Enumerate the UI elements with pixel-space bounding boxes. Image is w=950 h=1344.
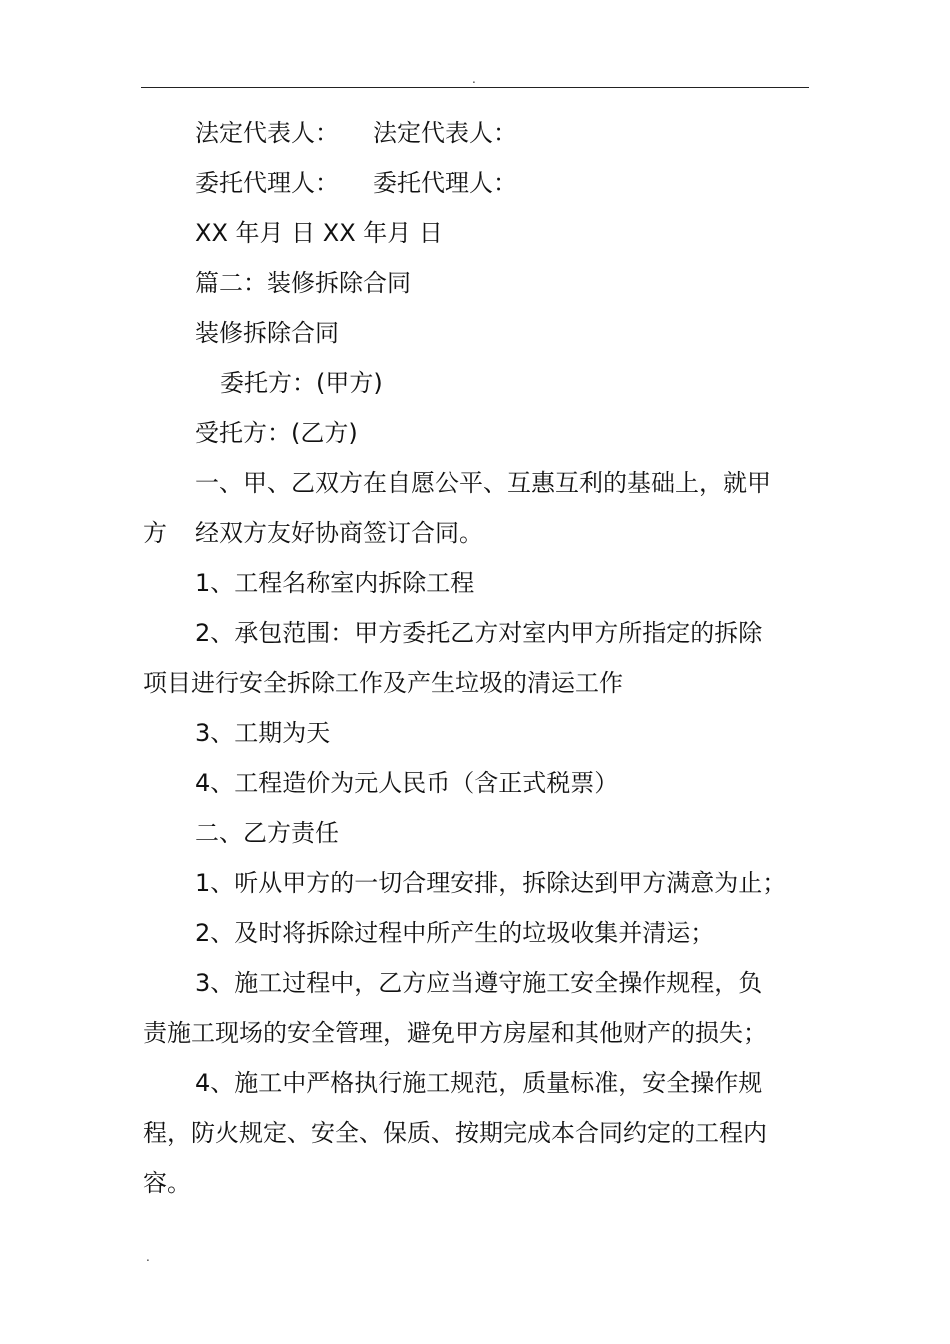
duty-4-cont: 程，防火规定、安全、保质、按期完成本合同约定的工程内	[143, 1119, 767, 1147]
paragraph-line-start: 方	[143, 519, 167, 547]
duty-2: 2、及时将拆除过程中所产生的垃圾收集并清运；	[195, 919, 715, 947]
party-b-line: 受托方：(乙方)	[195, 419, 358, 447]
signature-agent-b: 委托代理人：	[373, 169, 517, 197]
duty-1: 1、听从甲方的一切合理安排，拆除达到甲方满意为止；	[195, 869, 787, 897]
clause-scope-cont: 项目进行安全拆除工作及产生垃圾的清运工作	[143, 669, 623, 697]
header-rule	[141, 87, 809, 88]
clause-duration: 3、工期为天	[195, 719, 331, 747]
signature-dates: XX 年月 日 XX 年月 日	[195, 219, 443, 247]
header-dot: .	[472, 72, 476, 86]
signature-legal-rep-b: 法定代表人：	[373, 119, 517, 147]
clause-scope: 2、承包范围：甲方委托乙方对室内甲方所指定的拆除	[195, 619, 763, 647]
duty-4-end: 容。	[143, 1169, 191, 1197]
contract-title: 装修拆除合同	[195, 319, 339, 347]
party-a-line: 委托方：(甲方)	[220, 369, 383, 397]
signature-legal-rep-a: 法定代表人：	[195, 119, 339, 147]
paragraph-line: 经双方友好协商签订合同。	[195, 519, 483, 547]
clause-price: 4、工程造价为元人民币（含正式税票）	[195, 769, 619, 797]
duty-3-cont: 责施工现场的安全管理，避免甲方房屋和其他财产的损失；	[143, 1019, 767, 1047]
section-party-b-duties: 二、乙方责任	[195, 819, 339, 847]
signature-agent-a: 委托代理人：	[195, 169, 339, 197]
section-title: 篇二：装修拆除合同	[195, 269, 411, 297]
duty-3: 3、施工过程中，乙方应当遵守施工安全操作规程，负	[195, 969, 763, 997]
footer-dot: .	[146, 1250, 150, 1264]
clause-project-name: 1、工程名称室内拆除工程	[195, 569, 475, 597]
duty-4: 4、施工中严格执行施工规范，质量标准，安全操作规	[195, 1069, 763, 1097]
paragraph-line: 一、甲、乙双方在自愿公平、互惠互利的基础上，就甲	[195, 469, 771, 497]
